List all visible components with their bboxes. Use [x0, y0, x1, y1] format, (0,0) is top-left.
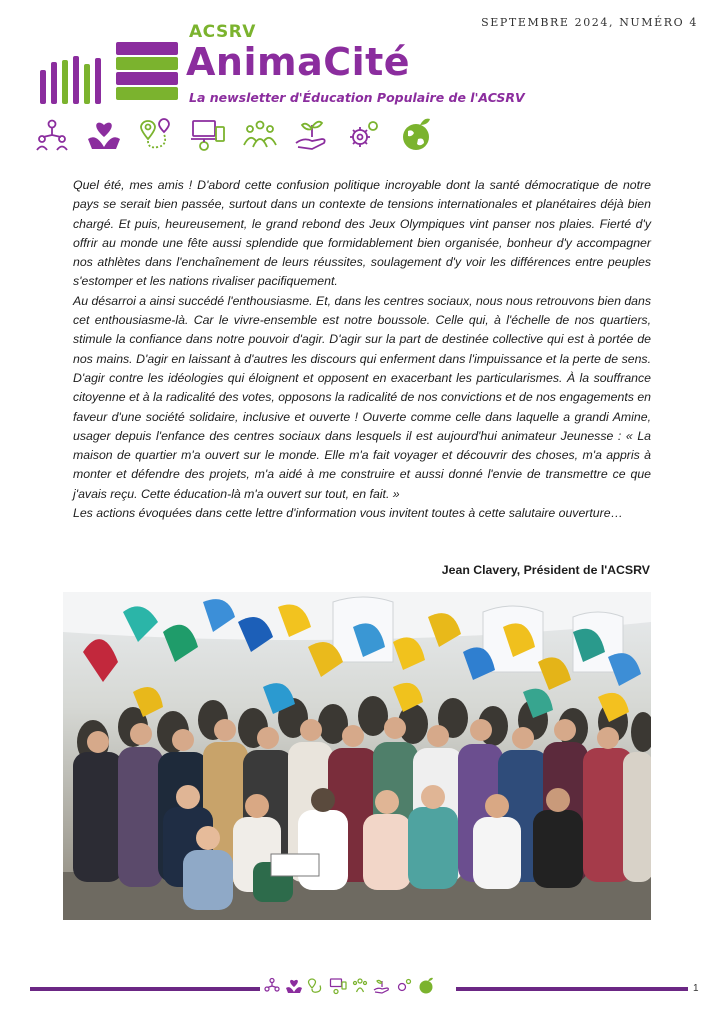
- digital-devices-icon: [190, 117, 226, 153]
- editorial-signature: Jean Clavery, Président de l'ACSRV: [441, 563, 650, 577]
- editorial-paragraph-3: Les actions évoquées dans cette lettre d'information vous invitent toutes à cette salutaire ouverture…: [73, 506, 623, 521]
- footer-divider-right: [456, 987, 688, 991]
- gear-puzzle-icon: [346, 117, 382, 153]
- editorial-paragraph-1: Quel été, mes amis ! D'abord cette confusion politique incroyable dont la santé démocratique de notre pays se serait bien passée, surtout dans un contexte de tensions internationales et planétaires déjà bien chargé. Et puis, heureusement, le grand rebond des Jeux Olympiques vint panser nos plaies. Fierté d'y offrir au monde une fête aussi splendide que formidablement bien organisée, bonheur d'y accompagner nos athlètes dans l'enchaînement de leurs réussites, soulagement d'y voir les différences entre peuples s'estomper et les nations rivaliser pacifiquement.: [73, 178, 651, 289]
- hands-heart-icon: [86, 117, 122, 153]
- people-network-icon: [263, 977, 281, 995]
- footer-divider-left: [30, 987, 260, 991]
- community-group-icon: [351, 977, 369, 995]
- page-number: 1: [693, 983, 699, 994]
- theme-icon-row: [34, 113, 434, 157]
- brand-animacite: AnimaCité: [186, 40, 411, 84]
- issue-label: SEPTEMBRE 2024, NUMÉRO 4: [481, 16, 698, 29]
- digital-devices-icon: [329, 977, 347, 995]
- hand-sprout-icon: [294, 117, 330, 153]
- newsletter-tagline: La newsletter d'Éducation Populaire de l'ACSRV: [189, 90, 525, 105]
- people-network-icon: [34, 117, 70, 153]
- group-photo-image: [63, 592, 651, 920]
- group-photo: [63, 592, 651, 920]
- gear-puzzle-icon: [395, 977, 413, 995]
- community-group-icon: [242, 117, 278, 153]
- brand-acsrv: ACSRV: [189, 22, 256, 42]
- globe-leaf-icon: [417, 977, 435, 995]
- hand-sprout-icon: [373, 977, 391, 995]
- globe-leaf-icon: [398, 117, 434, 153]
- editorial-paragraph-2: Au désarroi a ainsi succédé l'enthousiasme. Et, dans les centres sociaux, nous nous retrouvons bien dans cet enthousiasme-là. Car le vivre-ensemble est notre boussole. Celle qui, à l'échelle de nos quartiers, stimule la confiance dans notre pouvoir d'agir. D'agir sur la part de destinée collective qui est à portée de nos mains. D'agir en laissant à d'autres les discours qui enferment dans l'impuissance et la perte de sens. D'agir contre les idéologies qui éloignent et opposent en exacerbant les particularismes. À la souffrance citoyenne et à la radicalité des votes, opposons la radicalité de nos convictions et de nos engagements en faveur d'une société solidaire, inclusive et ouverte ! Ouverte comme celle dans laquelle a grandi Amine, usager depuis l'enfance des centres sociaux dans lesquels il est aujourd'hui animateur Jeunesse : « La maison de quartier m'a ouvert sur le monde. Elle m'a fait voyager et découvrir des choses, m'a appris à monter et défendre des projets, m'a aidé à me construire et aussi donné l'envie de transmettre ce que j'avais reçu. Cette éducation-là m'a ouvert sur tout, en fait. »: [73, 293, 651, 501]
- location-route-icon: [307, 977, 325, 995]
- newsletter-logo: [36, 20, 556, 116]
- footer-icon-row: [263, 977, 435, 995]
- logo-bars-icon: [36, 36, 186, 108]
- hands-heart-icon: [285, 977, 303, 995]
- location-route-icon: [138, 117, 174, 153]
- editorial-text: [73, 176, 651, 523]
